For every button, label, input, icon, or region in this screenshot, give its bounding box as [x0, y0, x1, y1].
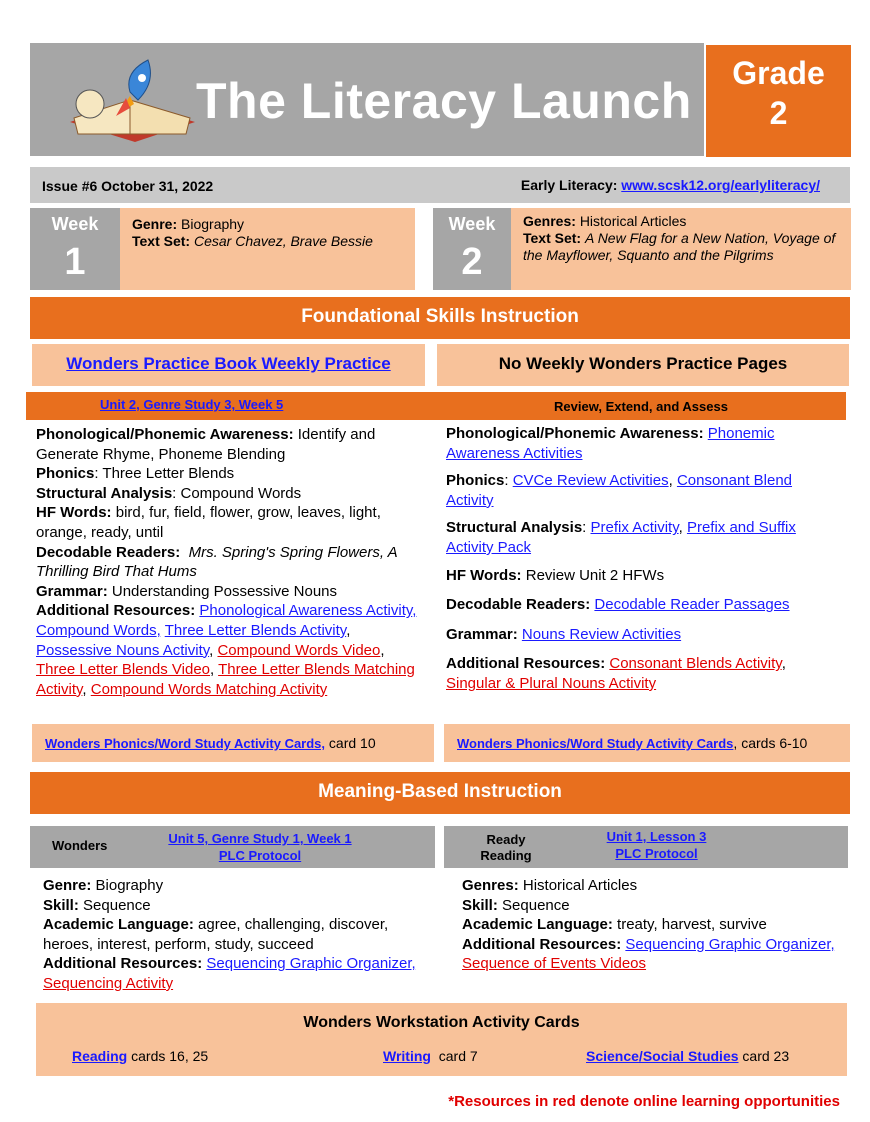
- m-al: agree, challenging, discover, heroes, interest, perform, study, succeed: [43, 916, 389, 953]
- r-hf-text: Review Unit 2 HFWs: [525, 566, 665, 584]
- meaning-heading: Meaning-Based Instruction: [30, 772, 850, 814]
- writing-link[interactable]: Writing: [383, 1048, 431, 1064]
- unit5-link[interactable]: Unit 5, Genre Study 1, Week 1: [168, 831, 352, 846]
- m-r-skill-label: Skill:: [462, 896, 498, 914]
- science-cards: card 23: [742, 1048, 790, 1064]
- sequencing-activity-link[interactable]: Sequencing Activity: [43, 974, 174, 992]
- phonological-awareness-link[interactable]: Phonological Awareness Activity: [199, 602, 413, 620]
- reading-link[interactable]: Reading: [72, 1048, 128, 1064]
- decodable-passages-link[interactable]: Decodable Reader Passages: [594, 596, 790, 614]
- week1-number: 1: [64, 241, 86, 283]
- m-r-genre-label: Genres:: [462, 877, 519, 894]
- phonics-cards-text: card 10: [328, 735, 376, 751]
- wonders-bar: [30, 826, 435, 868]
- pa-text: Identify and Generate Rhyme, Phoneme Blending: [36, 426, 376, 463]
- ready-reading-bar: [444, 826, 848, 868]
- m-r-al: treaty, harvest, survive: [617, 916, 767, 934]
- r-gr-label: Grammar:: [446, 625, 518, 643]
- writing-cards: card 7: [438, 1048, 478, 1064]
- ar-label: Additional Resources:: [36, 602, 196, 620]
- early-literacy: [521, 177, 820, 193]
- newsletter-title: The Literacy Launch: [196, 73, 692, 129]
- dr-text: Mrs. Spring's Spring Flowers, A Thrilling Bird That Hums: [36, 543, 398, 581]
- workstation-title: Wonders Workstation Activity Cards: [303, 1014, 580, 1031]
- compound-matching-link[interactable]: Compound Words Matching Activity: [90, 680, 328, 698]
- dr-label: Decodable Readers:: [36, 543, 181, 561]
- plc-protocol-link-2[interactable]: PLC Protocol: [615, 846, 698, 861]
- possessive-nouns-link[interactable]: Possessive Nouns Activity: [36, 641, 210, 659]
- consonant-blend-link[interactable]: Consonant Blend Activity: [446, 472, 793, 509]
- r-sa-label: Structural Analysis: [446, 519, 583, 537]
- compound-words-link[interactable]: Compound Words: [36, 621, 157, 639]
- ready-label: Ready: [486, 832, 526, 847]
- hf-label: HF Words:: [36, 504, 112, 522]
- sa-text: : Compound Words: [172, 484, 302, 502]
- m-r-ar-label: Additional Resources:: [462, 935, 622, 953]
- phonics-text: : Three Letter Blends: [94, 465, 235, 483]
- m-ar-label: Additional Resources:: [43, 955, 203, 973]
- grade-number: 2: [769, 95, 788, 131]
- r-dr-label: Decodable Readers:: [446, 596, 591, 614]
- week1-info: [120, 208, 415, 290]
- plc-protocol-link[interactable]: PLC Protocol: [218, 848, 302, 863]
- review-subheader: [436, 392, 846, 420]
- week1-badge: [30, 208, 120, 290]
- week2-badge: [433, 208, 511, 290]
- foundational-right: Phonological/Phonemic Awareness: Phonemic Awareness Activities Phonics: CVCe Review Activities, Consonant Blend Activity Structural Analysis: Prefix Activity, Prefix and Suffix Activity Pack HF Words: Review Unit 2 HFWs Decodable Readers: Decodable Reader Passages Grammar: Nouns Review Activities Additional Resources: Consonant Blends Activity, Singular & Plural Nouns Activity: [446, 425, 796, 692]
- blends-matching-link[interactable]: Three Letter Blends Matching Activity: [36, 661, 415, 698]
- nouns-review-link[interactable]: Nouns Review Activities: [521, 625, 682, 643]
- meaning-right: [462, 876, 847, 974]
- no-practice-box: [437, 344, 849, 386]
- week2-genre: Historical Articles: [579, 213, 687, 229]
- wonders-label: Wonders: [52, 838, 108, 853]
- week1-textset-label: Text Set:: [132, 233, 191, 249]
- r-pa-label: Phonological/Phonemic Awareness:: [446, 425, 704, 442]
- week1-genre-label: Genre:: [132, 216, 178, 232]
- m-r-genre: Historical Articles: [522, 877, 638, 894]
- unit-subheader: [26, 392, 436, 420]
- phonics-cards-text-2: cards 6-10: [741, 735, 808, 751]
- phonics-cards-link-2[interactable]: Wonders Phonics/Word Study Activity Cards: [457, 736, 734, 751]
- phonics-cards-link[interactable]: Wonders Phonics/Word Study Activity Cards,: [45, 736, 326, 751]
- three-letter-blends-link[interactable]: Three Letter Blends Activity: [164, 621, 347, 639]
- r-phonics-label: Phonics: [446, 472, 505, 490]
- r-ar-label: Additional Resources:: [446, 655, 606, 673]
- week1-genre: Biography: [181, 216, 245, 232]
- week1-textset: Cesar Chavez, Brave Bessie: [193, 233, 373, 249]
- footer-note: *Resources in red denote online learning opportunities: [448, 1093, 840, 1110]
- review-text: Review, Extend, and Assess: [554, 399, 728, 414]
- week1-label: Week: [51, 214, 99, 234]
- singular-plural-link[interactable]: Singular & Plural Nouns Activity: [446, 674, 657, 692]
- book-rocket-logo: [60, 52, 200, 147]
- prefix-suffix-link[interactable]: Prefix and Suffix Activity Pack: [446, 519, 796, 556]
- issue-date: Issue #6 October 31, 2022: [42, 178, 214, 194]
- meaning-left: [43, 876, 433, 994]
- no-practice-text: No Weekly Wonders Practice Pages: [498, 354, 788, 373]
- unit-genre-link[interactable]: Unit 2, Genre Study 3, Week 5: [100, 397, 284, 412]
- sequencing-organizer-link[interactable]: Sequencing Graphic Organizer,: [206, 955, 416, 973]
- prefix-link[interactable]: Prefix Activity: [590, 519, 679, 537]
- reading-label: Reading: [480, 848, 532, 863]
- m-r-skill: Sequence: [502, 896, 570, 914]
- m-skill-label: Skill:: [43, 896, 79, 914]
- foundational-left: Phonological/Phonemic Awareness: Identify and Generate Rhyme, Phoneme Blending Phonics: Three Letter Blends Structural Analysis: Compound Words HF Words: bird, fur, field, flower, grow, leaves, light, orange, ready, until Decodable Readers: Mrs. Spring's Spring Flowers, A Thrilling Bird That Hums Grammar: Understanding Possessive Nouns Additional Resources: Phonological Awareness Activity, Compound Words, Three Letter Blends Activity, Possessive Nouns Activity, Compound Words Video, Three Letter Blends Video, Three Letter Blends Matching Activity, Compound Words Matching Activity: [36, 426, 417, 698]
- three-letter-blends-video-link[interactable]: Three Letter Blends Video: [36, 661, 211, 679]
- phonics-label: Phonics: [36, 465, 95, 483]
- m-skill: Sequence: [83, 896, 151, 914]
- issue-bar: [30, 167, 850, 203]
- week2-textset-label: Text Set:: [523, 230, 582, 246]
- reading-cards: cards 16, 25: [131, 1048, 209, 1064]
- sa-label: Structural Analysis: [36, 484, 173, 502]
- consonant-blends-activity-link[interactable]: Consonant Blends Activity: [609, 655, 782, 673]
- pa-label: Phonological/Phonemic Awareness:: [36, 426, 294, 443]
- m-genre-label: Genre:: [43, 877, 92, 894]
- m-r-al-label: Academic Language:: [462, 916, 613, 934]
- sequencing-organizer-link-2[interactable]: Sequencing Graphic Organizer,: [625, 935, 835, 953]
- foundational-heading: Foundational Skills Instruction: [30, 297, 850, 339]
- early-literacy-link[interactable]: www.scsk12.org/earlyliteracy/: [621, 177, 820, 193]
- week2-textset: A New Flag for a New Nation, Voyage of the Mayflower, Squanto and the Pilgrims: [523, 230, 836, 263]
- phonics-cards-right: Wonders Phonics/Word Study Activity Cards, cards 6-10: [444, 724, 850, 762]
- phonemic-awareness-link[interactable]: Phonemic Awareness Activities: [446, 425, 775, 462]
- practice-book-link[interactable]: Wonders Practice Book Weekly Practice: [66, 354, 391, 373]
- grade-label: Grade: [732, 55, 825, 91]
- phonics-cards-left: [32, 724, 434, 762]
- workstation-box: [36, 1003, 847, 1076]
- gr-text: Understanding Possessive Nouns: [111, 582, 337, 600]
- week2-genre-label: Genres:: [523, 213, 576, 229]
- m-genre: Biography: [95, 877, 164, 894]
- week2-label: Week: [448, 214, 496, 234]
- grade-badge: [706, 45, 851, 157]
- week2-info: [511, 208, 851, 290]
- week2-number: 2: [461, 241, 483, 283]
- sequence-events-videos-link[interactable]: Sequence of Events Videos: [462, 955, 647, 973]
- m-al-label: Academic Language:: [43, 916, 194, 934]
- compound-words-video-link[interactable]: Compound Words Video: [217, 641, 381, 659]
- hf-text: bird, fur, field, flower, grow, leaves, light, orange, ready, until: [36, 504, 381, 541]
- gr-label: Grammar:: [36, 582, 108, 600]
- early-literacy-label: Early Literacy:: [520, 177, 618, 193]
- cvce-link[interactable]: CVCe Review Activities: [512, 472, 669, 490]
- r-hf-label: HF Words:: [446, 566, 522, 584]
- unit1-link[interactable]: Unit 1, Lesson 3: [606, 829, 707, 844]
- science-social-link[interactable]: Science/Social Studies: [586, 1048, 739, 1064]
- practice-book-box: [32, 344, 425, 386]
